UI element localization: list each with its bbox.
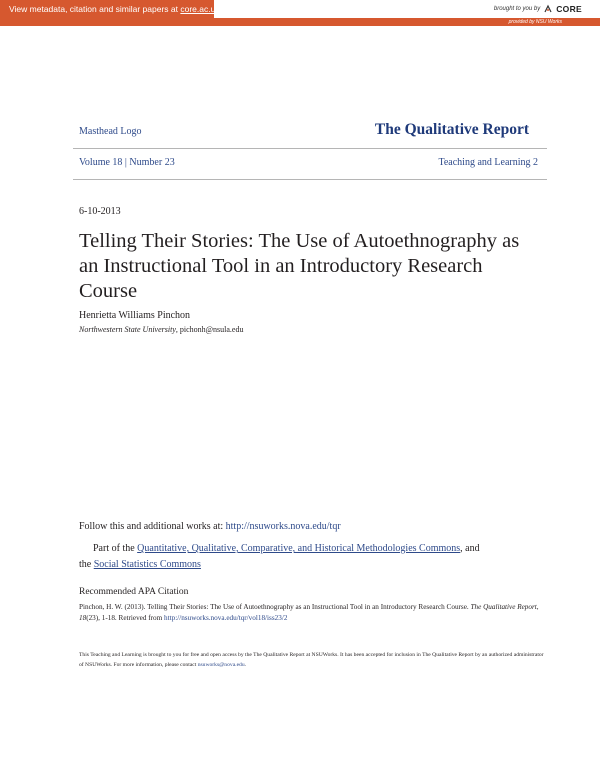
core-ac-uk-link[interactable]: core.ac.uk <box>180 4 220 14</box>
masthead-divider <box>73 148 547 149</box>
citation-text-b: (23), 1-18. Retrieved from <box>86 614 165 622</box>
access-notice <box>79 650 549 670</box>
core-provided-strip <box>0 18 600 26</box>
part-of-and: , and <box>460 543 480 554</box>
part-of-commons <box>79 541 549 573</box>
core-logo-icon <box>543 4 553 14</box>
author-affiliation <box>79 325 243 334</box>
follow-line <box>79 521 341 532</box>
citation-journal: The Qualitative Report, 18 <box>79 603 539 622</box>
provided-by-text: provided by NSU Works <box>508 19 562 25</box>
affiliation-name: Northwestern State University <box>79 325 176 334</box>
social-statistics-commons-link[interactable]: Social Statistics Commons <box>93 559 201 570</box>
part-of-the: the <box>79 559 94 570</box>
core-metadata-link[interactable] <box>0 0 220 18</box>
volume-issue-link[interactable]: Volume 18 | Number 23 <box>79 157 175 168</box>
article-title: Telling Their Stories: The Use of Autoethnography as an Instructional Tool in an Introductory Research Course <box>79 230 520 302</box>
core-banner <box>0 0 600 27</box>
author-email: , pichonh@nsula.edu <box>175 325 244 334</box>
citation-url-link[interactable]: http://nsuworks.nova.edu/tqr/vol18/iss23/2 <box>164 614 288 622</box>
notice-text: This Teaching and Learning is brought to you for free and open access by the The Qualitative Report at NSUWorks. It has been accepted for inclusion in The Qualitative Report by an authorized administrator of NSUWorks. For more information, please contact <box>79 652 544 668</box>
masthead <box>79 119 547 147</box>
section-link[interactable]: Teaching and Learning 2 <box>438 157 538 168</box>
journal-title[interactable]: The Qualitative Report <box>374 121 529 138</box>
masthead-logo[interactable]: Masthead Logo <box>79 126 142 137</box>
tqr-home-link[interactable]: http://nsuworks.nova.edu/tqr <box>225 521 341 532</box>
brought-by-text: brought to you by <box>493 6 541 12</box>
methodologies-commons-link[interactable]: Quantitative, Qualitative, Comparative, and Historical Methodologies Commons <box>137 543 461 554</box>
citation-text-a: Pinchon, H. W. (2013). Telling Their Stories: The Use of Autoethnography as an Instructional Tool in an Introductory Research Course. <box>79 603 471 611</box>
core-wordmark: CORE <box>556 4 582 14</box>
author-name: Henrietta Williams Pinchon <box>79 310 191 321</box>
contact-email-link[interactable]: nsuworks@nova.edu <box>197 662 245 668</box>
citation-heading: Recommended APA Citation <box>79 587 189 597</box>
follow-text: Follow this and additional works at: <box>79 521 226 532</box>
volume-divider <box>73 179 547 180</box>
notice-end: . <box>244 662 247 668</box>
core-logo[interactable] <box>494 2 582 16</box>
core-metadata-text: View metadata, citation and similar papers at <box>9 4 178 14</box>
publication-date: 6-10-2013 <box>79 206 121 217</box>
citation-body <box>79 602 549 624</box>
part-of-prefix: Part of the <box>93 543 138 554</box>
